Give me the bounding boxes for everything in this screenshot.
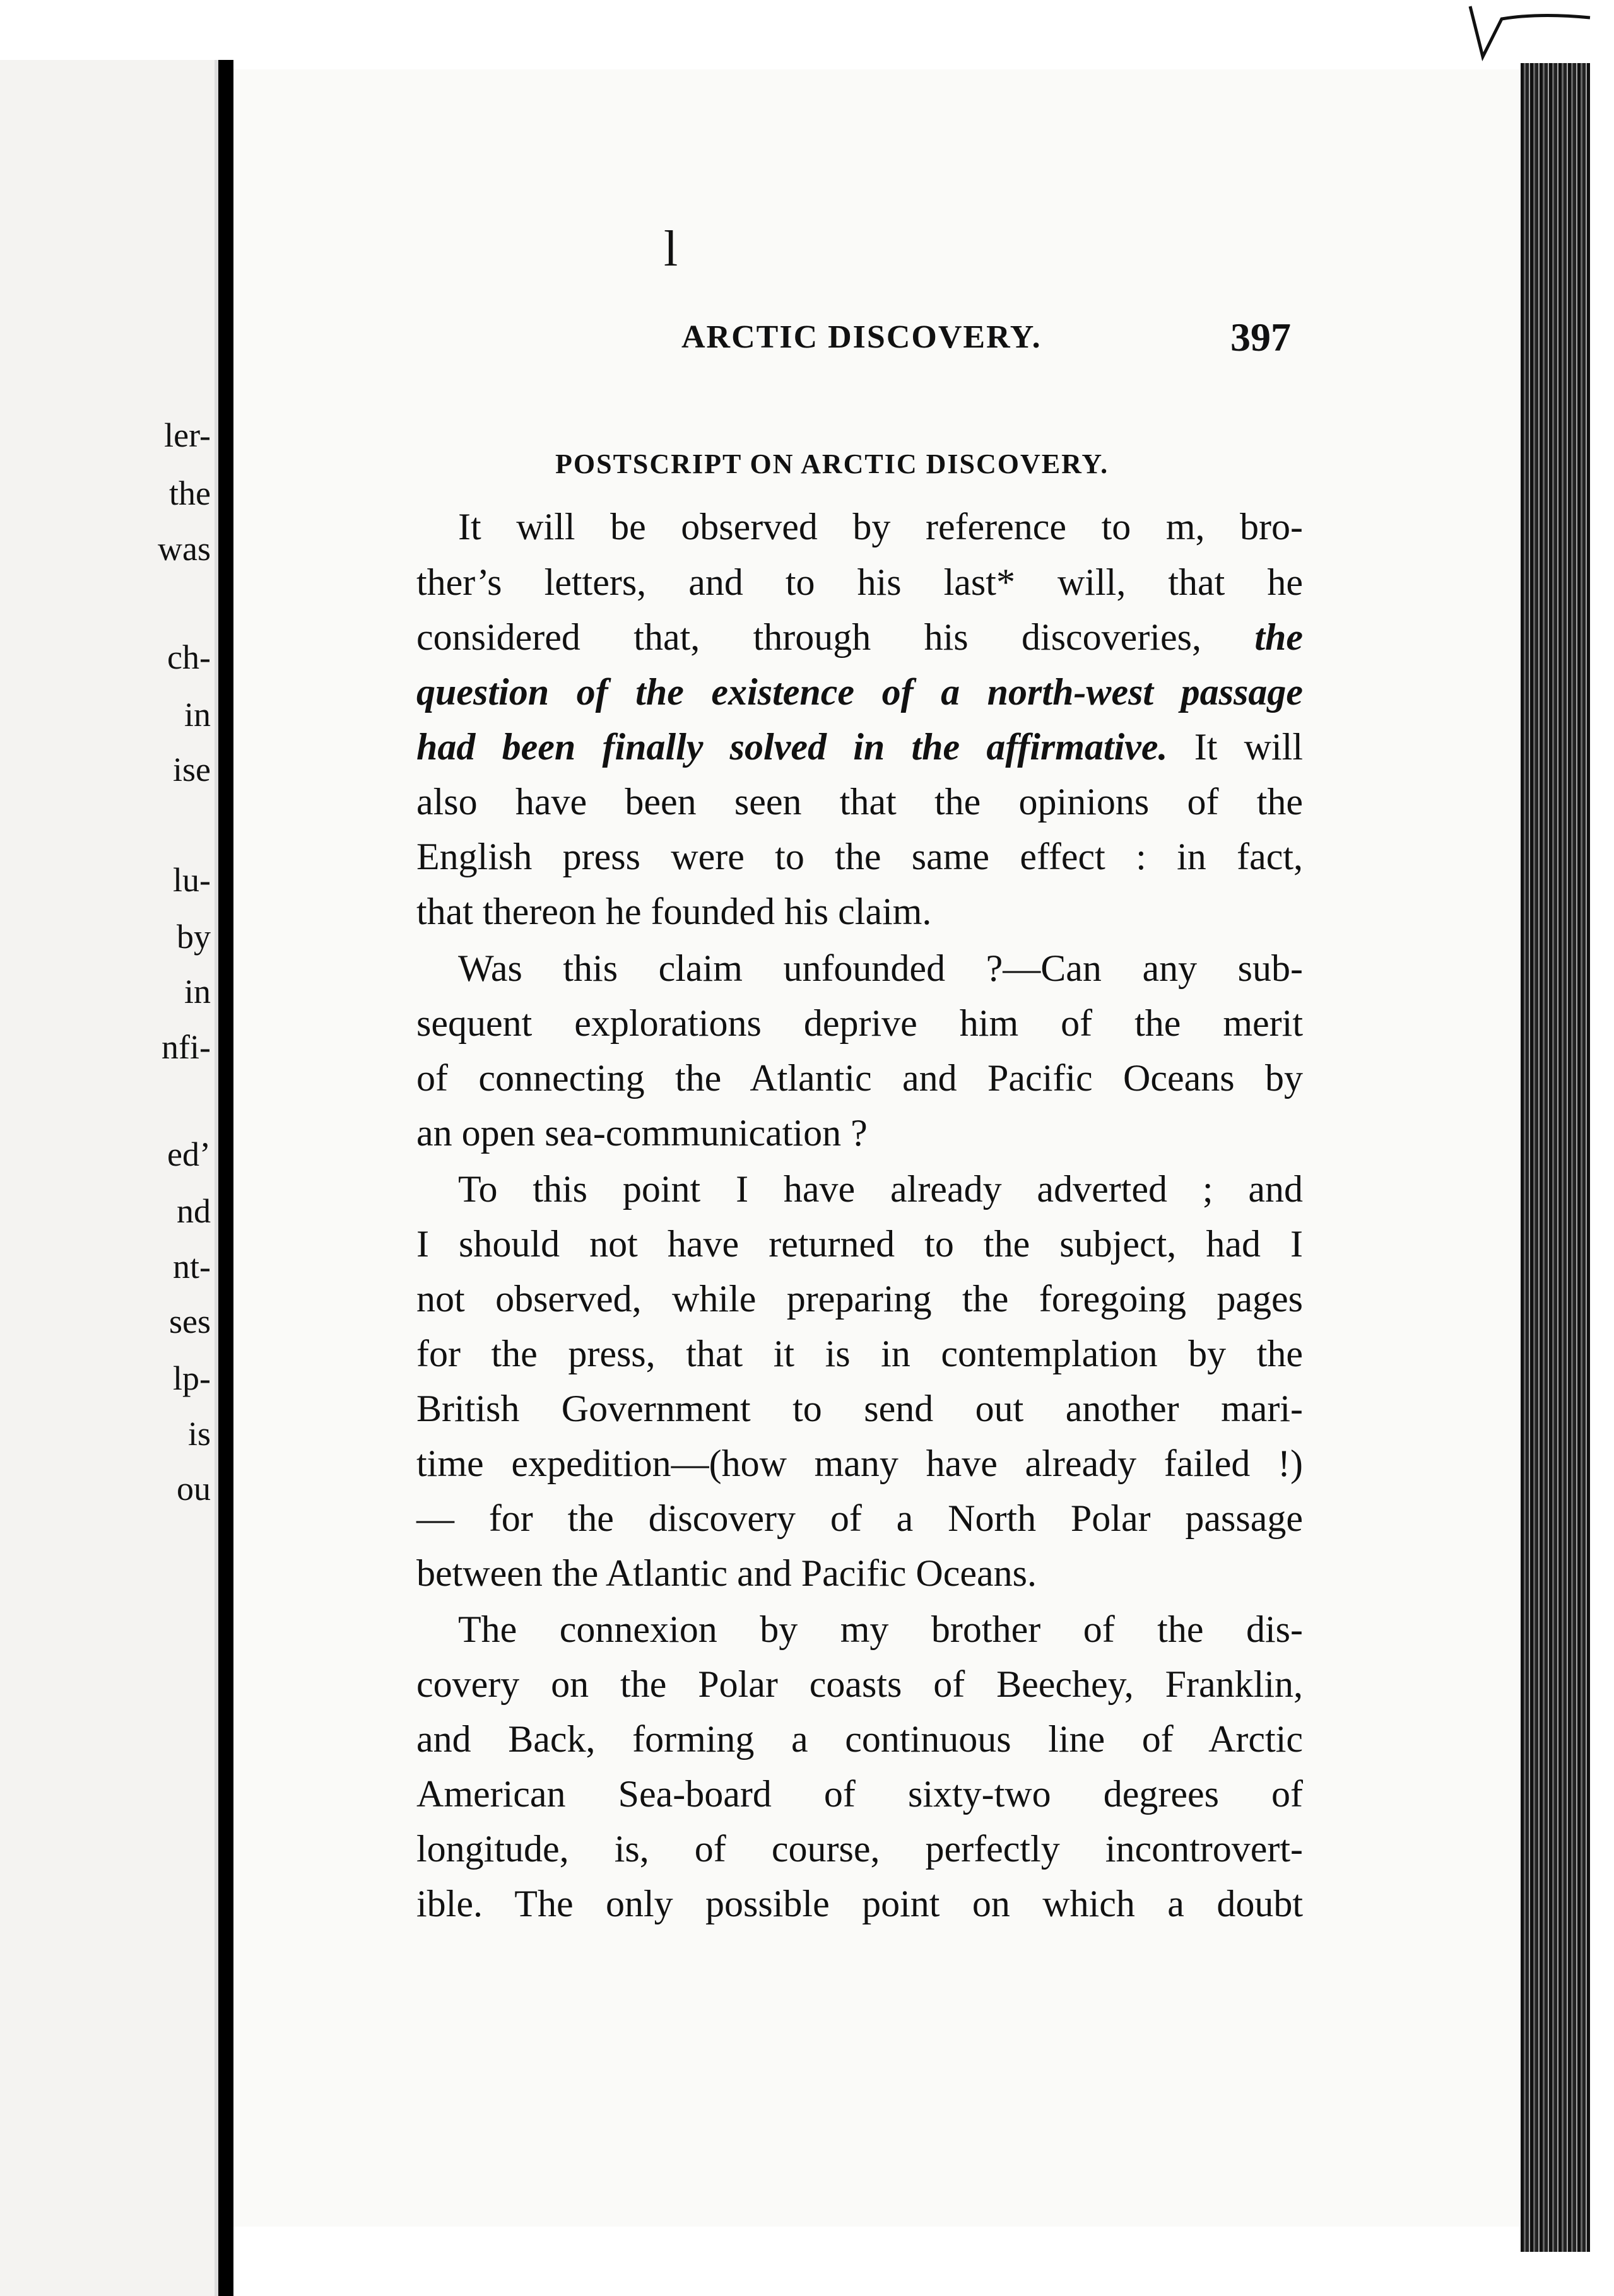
text-line: To this point I have already adverted ; and: [458, 1168, 1303, 1210]
running-head: ARCTIC DISCOVERY.: [681, 319, 1042, 355]
left-page-line: nfi-: [162, 1028, 211, 1066]
page-number: 397: [1230, 315, 1291, 360]
text-line: for the press, that it is in contemplation by the: [416, 1333, 1303, 1374]
left-page-line: in: [184, 973, 211, 1010]
text-line: — for the discovery of a North Polar passage: [416, 1497, 1303, 1539]
left-page-line: in: [184, 696, 211, 734]
text-line: ible. The only possible point on which a doubt: [416, 1883, 1303, 1924]
left-page-line: is: [187, 1415, 211, 1453]
text-line: not observed, while preparing the foregoing pages: [416, 1278, 1303, 1320]
page-edge: [1521, 63, 1590, 2252]
text-line: sequent explorations deprive him of the merit: [416, 1002, 1303, 1044]
text-run: It will: [1167, 726, 1303, 768]
text-run: considered that, through his discoveries,: [416, 616, 1255, 658]
left-page-line: ch-: [167, 638, 211, 676]
left-page-line: lu-: [173, 861, 211, 899]
text-line: [416, 615, 1303, 659]
text-line: British Government to send out another mari-: [416, 1388, 1303, 1429]
corner-pen-mark: [1464, 0, 1603, 63]
left-page-line: ou: [177, 1470, 211, 1508]
text-line: that thereon he founded his claim.: [416, 891, 932, 932]
text-line: English press were to the same effect : in fact,: [416, 836, 1303, 877]
text-line: Was this claim unfounded ?—Can any sub-: [458, 947, 1303, 989]
book-gutter: [218, 60, 233, 2296]
left-page-line: by: [177, 918, 211, 956]
text-line: between the Atlantic and Pacific Oceans.: [416, 1552, 1037, 1594]
text-line: I should not have returned to the subject, had I: [416, 1223, 1303, 1265]
left-page-line: nt-: [173, 1248, 211, 1286]
text-line: an open sea-communication ?: [416, 1112, 868, 1154]
left-page-line: the: [169, 474, 211, 512]
previous-page-fragment: [0, 60, 218, 2296]
text-line: American Sea-board of sixty-two degrees of: [416, 1773, 1303, 1815]
text-line: time expedition—(how many have already failed !): [416, 1443, 1303, 1484]
text-line: The connexion by my brother of the dis-: [458, 1608, 1303, 1650]
text-line: longitude, is, of course, perfectly incontrovert-: [416, 1828, 1303, 1870]
text-line: and Back, forming a continuous line of Arctic: [416, 1718, 1303, 1760]
left-page-line: ses: [169, 1303, 211, 1340]
section-title: POSTSCRIPT ON ARCTIC DISCOVERY.: [555, 448, 1109, 479]
text-line: It will be observed by reference to m, bro-: [458, 506, 1303, 548]
left-page-line: ed’: [167, 1135, 211, 1173]
text-line: also have been seen that the opinions of the: [416, 781, 1303, 823]
left-page-line: was: [158, 530, 211, 568]
stray-mark: l: [664, 221, 678, 277]
left-page-line: nd: [177, 1192, 211, 1230]
text-line: [416, 725, 1303, 769]
text-line: covery on the Polar coasts of Beechey, Franklin,: [416, 1663, 1303, 1705]
text-line: ther’s letters, and to his last* will, that he: [416, 561, 1303, 603]
italic-run: the: [1254, 616, 1303, 658]
left-page-line: ler-: [164, 416, 211, 454]
italic-line: question of the existence of a north-west passage: [416, 671, 1303, 713]
left-page-line: lp-: [173, 1359, 211, 1397]
italic-run: had been finally solved in the affirmative.: [416, 726, 1168, 768]
text-line: of connecting the Atlantic and Pacific Oceans by: [416, 1057, 1303, 1099]
left-page-line: ise: [173, 751, 211, 788]
